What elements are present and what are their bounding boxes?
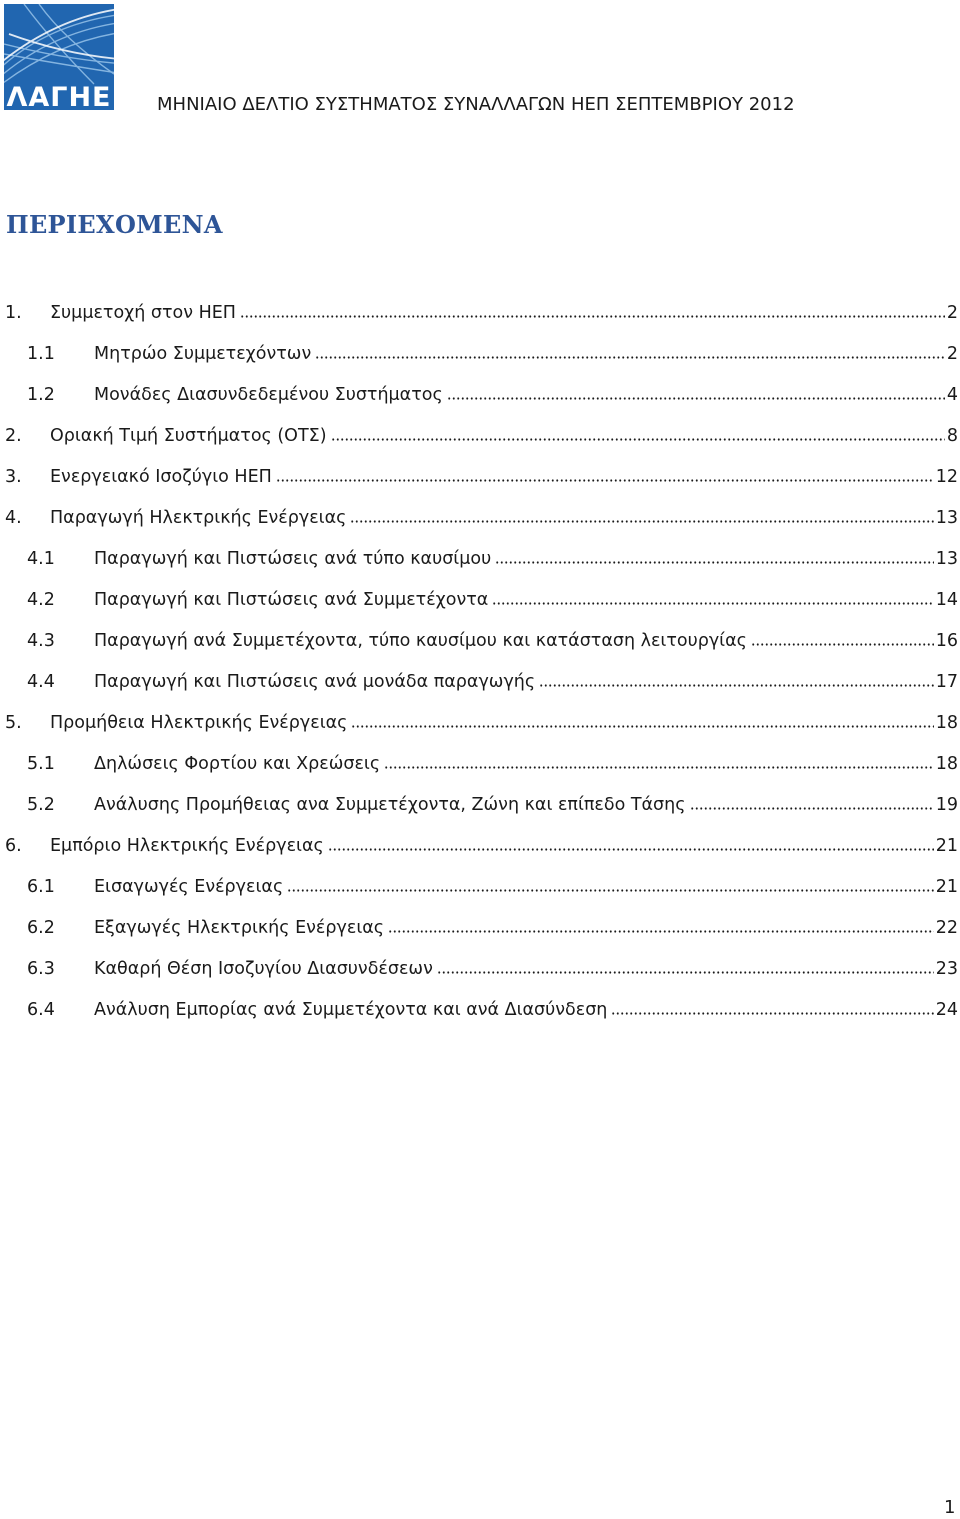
toc-entry-page: 2	[946, 303, 958, 323]
toc-entry-title: Παραγωγή και Πιστώσεις ανά μονάδα παραγωγής	[94, 672, 536, 692]
toc-entry-number: 4.	[5, 508, 22, 528]
toc-entry-title: Συμμετοχή στον ΗΕΠ	[50, 303, 236, 323]
toc-entry-title: Ανάλυση Εμπορίας ανά Συμμετέχοντα και ανά Διασύνδεση	[94, 1000, 608, 1020]
toc-entry-page: 22	[935, 918, 958, 938]
toc-dot-leader	[495, 558, 934, 566]
toc-dot-leader	[437, 968, 934, 976]
toc-entry[interactable]	[5, 298, 958, 328]
toc-entry-page: 14	[935, 590, 958, 610]
toc-entry-title: Παραγωγή Ηλεκτρικής Ενέργειας	[50, 508, 347, 528]
toc-dot-leader	[328, 845, 934, 853]
toc-entry-number: 4.3	[27, 631, 55, 651]
toc-entry-title: Καθαρή Θέση Ισοζυγίου Διασυνδέσεων	[94, 959, 433, 979]
toc-entry-title: Μονάδες Διασυνδεδεμένου Συστήματος	[94, 385, 443, 405]
toc-entry[interactable]	[5, 831, 958, 861]
toc-entry-number: 6.1	[27, 877, 55, 897]
toc-entry-number: 4.4	[27, 672, 55, 692]
toc-dot-leader	[388, 927, 934, 935]
toc-entry-title: Παραγωγή και Πιστώσεις ανά τύπο καυσίμου	[94, 549, 492, 569]
toc-entry-number: 5.	[5, 713, 22, 733]
toc-dot-leader	[240, 312, 945, 320]
toc-entry[interactable]	[5, 503, 958, 533]
toc-entry[interactable]	[5, 421, 958, 451]
toc-entry[interactable]	[27, 339, 958, 369]
toc-entry-page: 24	[935, 1000, 958, 1020]
toc-entry-number: 6.	[5, 836, 22, 856]
toc-entry-number: 1.2	[27, 385, 55, 405]
toc-entry[interactable]	[27, 544, 958, 574]
toc-entry[interactable]	[27, 954, 958, 984]
toc-dot-leader	[315, 353, 945, 361]
toc-entry-page: 21	[935, 836, 958, 856]
toc-entry-number: 1.1	[27, 344, 55, 364]
toc-entry-number: 1.	[5, 303, 22, 323]
toc-entry[interactable]	[27, 872, 958, 902]
toc-entry-page: 18	[935, 713, 958, 733]
toc-entry[interactable]	[27, 749, 958, 779]
toc-entry-number: 4.2	[27, 590, 55, 610]
toc-dot-leader	[447, 394, 945, 402]
toc-entry-title: Εισαγωγές Ενέργειας	[94, 877, 284, 897]
toc-dot-leader	[690, 804, 934, 812]
toc-dot-leader	[384, 763, 934, 771]
toc-dot-leader	[331, 435, 945, 443]
toc-entry-page: 18	[935, 754, 958, 774]
report-title: ΜΗΝΙΑΙΟ ΔΕΛΤΙΟ ΣΥΣΤΗΜΑΤΟΣ ΣΥΝΑΛΛΑΓΩΝ ΗΕΠ ΣΕΠΤΕΜΒΡΙΟΥ 2012	[157, 94, 795, 115]
toc-entry-number: 6.3	[27, 959, 55, 979]
toc-entry-page: 16	[935, 631, 958, 651]
toc-dot-leader	[492, 599, 933, 607]
toc-entry-page: 2	[946, 344, 958, 364]
toc-entry-title: Ανάλυσης Προμήθειας ανα Συμμετέχοντα, Ζώνη και επίπεδο Τάσης	[94, 795, 686, 815]
toc-entry[interactable]	[27, 667, 958, 697]
toc-entry-title: Ενεργειακό Ισοζύγιο ΗΕΠ	[50, 467, 272, 487]
toc-entry-title: Εμπόριο Ηλεκτρικής Ενέργειας	[50, 836, 324, 856]
toc-entry-page: 23	[935, 959, 958, 979]
toc-heading: ΠΕΡΙΕΧΟΜΕΝΑ	[6, 210, 223, 239]
toc-dot-leader	[276, 476, 934, 484]
toc-entry-page: 12	[935, 467, 958, 487]
toc-entry-number: 2.	[5, 426, 22, 446]
toc-entry-page: 8	[946, 426, 958, 446]
toc-dot-leader	[611, 1009, 933, 1017]
toc-dot-leader	[350, 517, 933, 525]
toc-entry-page: 19	[935, 795, 958, 815]
toc-entry-title: Δηλώσεις Φορτίου και Χρεώσεις	[94, 754, 381, 774]
toc-dot-leader	[351, 722, 933, 730]
toc-entry-page: 13	[935, 549, 958, 569]
toc-entry-page: 13	[935, 508, 958, 528]
toc-entry[interactable]	[5, 708, 958, 738]
toc-entry-number: 6.4	[27, 1000, 55, 1020]
toc-entry[interactable]	[27, 790, 958, 820]
toc-entry-page: 4	[946, 385, 958, 405]
toc-entry-number: 5.2	[27, 795, 55, 815]
toc-entry-title: Προμήθεια Ηλεκτρικής Ενέργειας	[50, 713, 348, 733]
toc-entry-number: 3.	[5, 467, 22, 487]
toc-entry[interactable]	[27, 380, 958, 410]
toc-entry-title: Οριακή Τιμή Συστήματος (ΟΤΣ)	[50, 426, 327, 446]
toc-entry[interactable]	[27, 626, 958, 656]
toc-entry[interactable]	[27, 585, 958, 615]
toc-entry-number: 4.1	[27, 549, 55, 569]
lagie-logo	[4, 4, 114, 110]
toc-entry-title: Μητρώο Συμμετεχόντων	[94, 344, 312, 364]
toc-dot-leader	[287, 886, 934, 894]
toc-entry-title: Παραγωγή ανά Συμμετέχοντα, τύπο καυσίμου και κατάσταση λειτουργίας	[94, 631, 747, 651]
toc-entry[interactable]	[5, 462, 958, 492]
toc-entry-title: Παραγωγή και Πιστώσεις ανά Συμμετέχοντα	[94, 590, 489, 610]
logo-text: ΛΑΓΗΕ	[6, 82, 112, 110]
toc-entry[interactable]	[27, 995, 958, 1025]
toc-entry-number: 5.1	[27, 754, 55, 774]
toc-dot-leader	[751, 640, 934, 648]
toc-entry[interactable]	[27, 913, 958, 943]
toc-entry-page: 21	[935, 877, 958, 897]
toc-entry-number: 6.2	[27, 918, 55, 938]
toc-entry-title: Εξαγωγές Ηλεκτρικής Ενέργειας	[94, 918, 385, 938]
page-number: 1	[944, 1497, 956, 1518]
toc-entry-page: 17	[935, 672, 958, 692]
toc-dot-leader	[539, 681, 934, 689]
